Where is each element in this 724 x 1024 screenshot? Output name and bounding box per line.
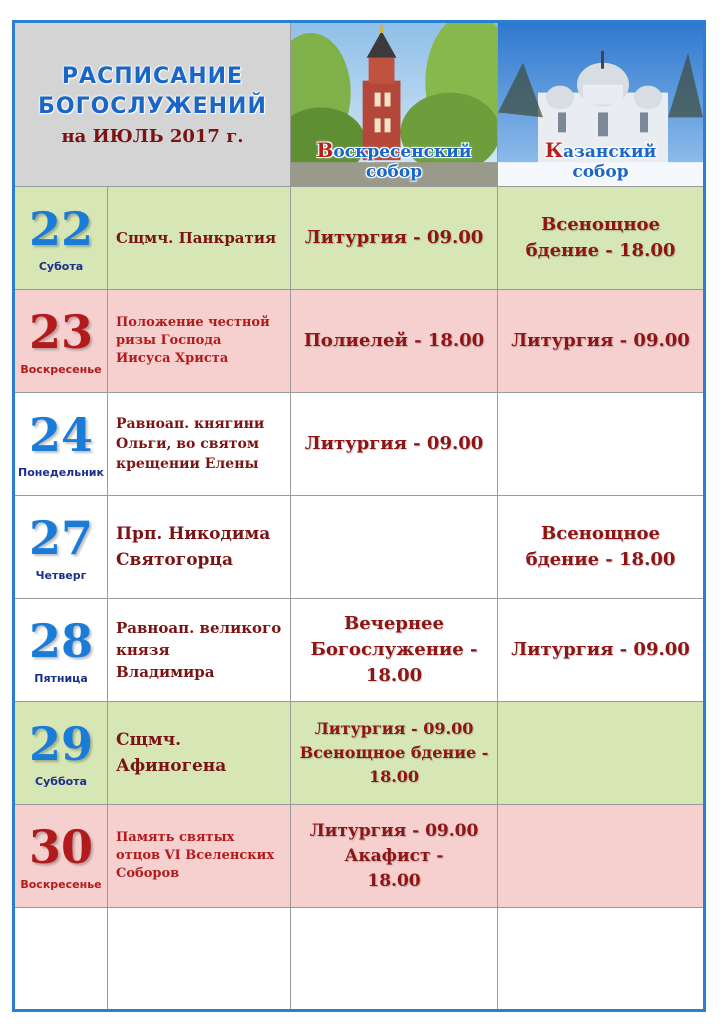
date-cell-24 <box>15 393 108 496</box>
service-line: Литургия - 09.00 <box>304 433 484 454</box>
year: 2017 г. <box>169 126 244 147</box>
empty-cell <box>498 908 703 1009</box>
feast-cell-22 <box>108 187 291 290</box>
feast-cell-27 <box>108 496 291 599</box>
service-line: 18.00 <box>367 870 421 891</box>
church1-label-line2: собор <box>365 162 423 182</box>
feast-line: Положение честной <box>116 315 270 330</box>
service-line: Всенощное бдение - <box>299 743 489 762</box>
service-line: Акафист - <box>344 845 444 866</box>
feast-line: Иисуса Христа <box>116 351 229 366</box>
weekday: Четверг <box>35 568 87 582</box>
empty-cell <box>15 908 108 1009</box>
feast-line: Сщмч. Панкратия <box>116 229 277 247</box>
feast-line: отцов VI Вселенских <box>116 848 275 863</box>
weekday: Суббота <box>35 774 87 788</box>
day-number: 30 <box>28 819 93 874</box>
date-cell-28 <box>15 599 108 702</box>
feast-cell-29 <box>108 702 291 805</box>
church1-service-29 <box>291 702 498 805</box>
church1-label-rest: оскресенский <box>333 142 472 162</box>
month-prefix: на <box>61 126 87 147</box>
church1-service-30 <box>291 805 498 908</box>
church1-service-22 <box>291 187 498 290</box>
feast-cell-28 <box>108 599 291 702</box>
church2-service-27 <box>498 496 703 599</box>
weekday: Субота <box>38 259 84 273</box>
empty-cell <box>108 908 291 1009</box>
feast-line: Ольги, во святом <box>116 436 259 452</box>
service-line: 18.00 <box>368 767 420 786</box>
day-number: 27 <box>28 510 93 565</box>
schedule-sheet <box>12 20 706 1012</box>
day-number: 29 <box>28 716 93 771</box>
service-line: Богослужение - <box>310 639 478 660</box>
feast-line: ризы Господа <box>116 333 222 348</box>
feast-line: Соборов <box>116 866 180 881</box>
service-line: Полиелей - 18.00 <box>303 330 485 351</box>
feast-line: Равноап. княгини <box>116 416 265 432</box>
church1-label <box>291 140 497 182</box>
date-cell-22 <box>15 187 108 290</box>
month-name: ИЮЛЬ <box>92 126 164 147</box>
service-line: Литургия - 09.00 <box>309 820 479 841</box>
schedule-title-block <box>15 23 291 187</box>
day-number: 23 <box>28 304 93 359</box>
church2-service-23 <box>498 290 703 393</box>
feast-line: крещении Елены <box>116 456 259 472</box>
day-number: 28 <box>28 613 93 668</box>
feast-line: князя <box>116 641 170 659</box>
service-line: Всенощное <box>541 523 660 544</box>
church2-header <box>498 23 703 187</box>
title-line-2: БОГОСЛУЖЕНИЙ <box>38 94 267 119</box>
church2-label-cap: К <box>544 138 564 162</box>
title-line-1: РАСПИСАНИЕ <box>61 64 244 89</box>
feast-line: Сщмч. <box>116 730 182 750</box>
church1-label-cap: В <box>316 138 334 162</box>
church2-service-24 <box>498 393 703 496</box>
feast-line: Афиногена <box>116 756 227 776</box>
church1-service-24 <box>291 393 498 496</box>
day-number: 24 <box>28 407 93 462</box>
feast-line: Равноап. великого <box>116 619 282 637</box>
weekday: Воскресенье <box>20 877 102 891</box>
feast-cell-30 <box>108 805 291 908</box>
church2-service-28 <box>498 599 703 702</box>
feast-cell-23 <box>108 290 291 393</box>
feast-cell-24 <box>108 393 291 496</box>
feast-line: Память святых <box>116 830 235 845</box>
feast-line: Владимира <box>116 663 215 681</box>
service-line: Литургия - 09.00 <box>511 330 690 351</box>
service-line: Всенощное <box>541 214 660 235</box>
weekday: Понедельник <box>18 465 104 479</box>
church1-service-28 <box>291 599 498 702</box>
feast-line: Прп. Никодима <box>116 524 271 544</box>
church2-service-29 <box>498 702 703 805</box>
service-line: Литургия - 09.00 <box>304 227 484 248</box>
weekday: Пятница <box>34 671 88 685</box>
service-line: Литургия - 09.00 <box>511 639 690 660</box>
church1-header <box>291 23 498 187</box>
schedule-table <box>15 23 703 1009</box>
service-line: бдение - 18.00 <box>525 549 676 570</box>
date-cell-23 <box>15 290 108 393</box>
church2-label-line2: собор <box>572 162 629 182</box>
church2-service-22 <box>498 187 703 290</box>
date-cell-27 <box>15 496 108 599</box>
day-number: 22 <box>28 201 93 256</box>
feast-line: Святогорца <box>116 550 233 570</box>
title-month <box>61 126 243 147</box>
weekday: Воскресенье <box>20 362 102 376</box>
church2-service-30 <box>498 805 703 908</box>
service-line: бдение - 18.00 <box>525 240 676 261</box>
service-line: 18.00 <box>365 665 423 686</box>
church1-service-23 <box>291 290 498 393</box>
church2-label <box>498 140 703 182</box>
service-line: Литургия - 09.00 <box>314 719 474 738</box>
church1-service-27 <box>291 496 498 599</box>
empty-cell <box>291 908 498 1009</box>
date-cell-29 <box>15 702 108 805</box>
church2-label-rest: азанский <box>563 142 657 162</box>
date-cell-30 <box>15 805 108 908</box>
service-line: Вечернее <box>344 613 444 634</box>
